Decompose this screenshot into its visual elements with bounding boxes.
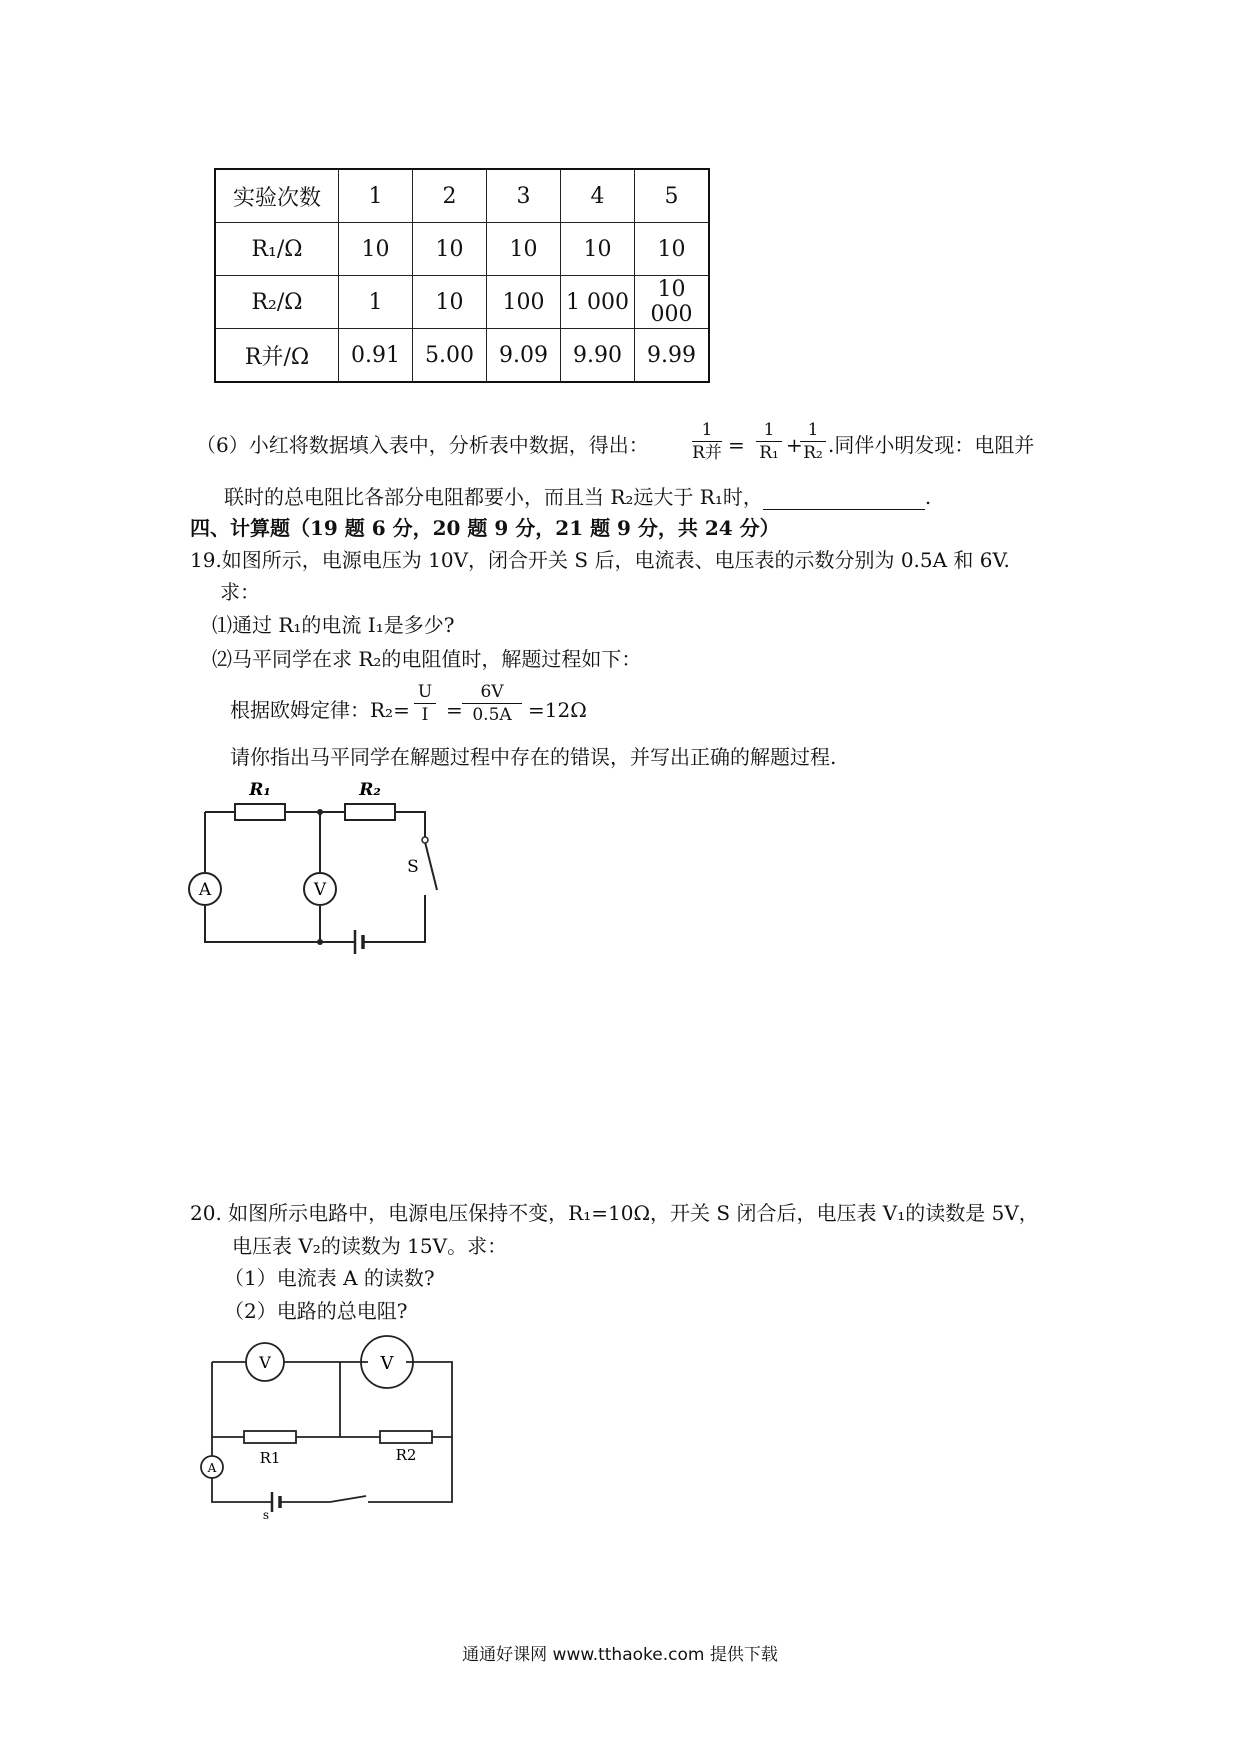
table-row bbox=[215, 223, 709, 276]
row-label: R并/Ω bbox=[215, 329, 339, 383]
q20-line2: 电压表 V₂的读数为 15V。求： bbox=[232, 1234, 508, 1258]
table-row bbox=[215, 329, 709, 383]
q6-prefix: （6）小红将数据填入表中，分析表中数据，得出： bbox=[196, 433, 649, 457]
q19-ohm-eq: = bbox=[446, 698, 463, 722]
q19-line1: 19.如图所示，电源电压为 10V，闭合开关 S 后，电流表、电压表的示数分别为 0.5A 和 6V. bbox=[190, 548, 1010, 572]
section-heading: 四、计算题（19 题 6 分，20 题 9 分，21 题 9 分，共 24 分） bbox=[190, 516, 780, 540]
label-switch: S bbox=[407, 857, 419, 877]
frac-denominator: R₁ bbox=[759, 443, 779, 463]
q20-line1: 20. 如图所示电路中，电源电压保持不变，R₁=10Ω，开关 S 闭合后，电压表 V₁的读数是 5V， bbox=[190, 1201, 1039, 1225]
frac-numerator: 1 bbox=[701, 420, 713, 440]
frac-denominator: I bbox=[421, 705, 429, 725]
experiment-table bbox=[214, 168, 710, 383]
table-header-cell: 3 bbox=[487, 169, 561, 223]
table-header-cell: 4 bbox=[561, 169, 635, 223]
q6-plus: + bbox=[786, 433, 803, 457]
table-row bbox=[215, 276, 709, 329]
label-ammeter: A bbox=[198, 880, 212, 900]
table-cell: 10 bbox=[413, 223, 487, 276]
q19-ohm-result: =12Ω bbox=[528, 698, 587, 722]
label-r1: R₁ bbox=[249, 780, 271, 800]
frac-numerator: 6V bbox=[480, 682, 504, 702]
q19-frac-values bbox=[462, 682, 522, 725]
page-footer: 通通好课网 www.tthaoke.com 提供下载 bbox=[462, 1645, 778, 1665]
table-cell: 5.00 bbox=[413, 329, 487, 383]
table-cell: 10 000 bbox=[635, 276, 710, 329]
label-r2: R₂ bbox=[359, 780, 381, 800]
frac-numerator: U bbox=[417, 682, 433, 702]
resistor-r2 bbox=[380, 1431, 432, 1443]
label-voltmeter: V bbox=[313, 880, 327, 900]
q20-sub2: （2）电路的总电阻? bbox=[224, 1299, 408, 1323]
q19-ohm-prefix: 根据欧姆定律：R₂= bbox=[230, 698, 410, 722]
q19-ask: 请你指出马平同学在解题过程中存在的错误，并写出正确的解题过程. bbox=[230, 745, 837, 769]
table-cell: 9.09 bbox=[487, 329, 561, 383]
q19-sub2: ⑵马平同学在求 R₂的电阻值时，解题过程如下： bbox=[212, 647, 642, 671]
table-header-cell: 1 bbox=[339, 169, 413, 223]
circuit-19-diagram bbox=[185, 770, 445, 970]
label-r1: R1 bbox=[259, 1449, 281, 1467]
table-cell: 1 bbox=[339, 276, 413, 329]
resistor-r2 bbox=[345, 804, 395, 820]
q6-frac-total bbox=[692, 420, 722, 463]
q19-line2: 求： bbox=[220, 580, 260, 604]
switch bbox=[280, 1496, 366, 1502]
table-header-cell: 2 bbox=[413, 169, 487, 223]
label-v1: V bbox=[259, 1353, 271, 1372]
label-ammeter: A bbox=[207, 1461, 217, 1475]
table-cell: 10 bbox=[487, 223, 561, 276]
q20-sub1: （1）电流表 A 的读数? bbox=[224, 1266, 435, 1290]
row-label: R₂/Ω bbox=[215, 276, 339, 329]
q19-sub1: ⑴通过 R₁的电流 I₁是多少? bbox=[212, 613, 455, 637]
q6-line2-text: 联时的总电阻比各部分电阻都要小，而且当 R₂远大于 R₁时， bbox=[224, 485, 763, 509]
resistor-r1 bbox=[235, 804, 285, 820]
q6-equals: = bbox=[728, 433, 745, 457]
frac-numerator: 1 bbox=[763, 420, 775, 440]
q6-line2 bbox=[224, 484, 931, 510]
table-header-cell: 实验次数 bbox=[215, 169, 339, 223]
table-cell: 10 bbox=[561, 223, 635, 276]
table-cell: 9.99 bbox=[635, 329, 710, 383]
frac-denominator: R₂ bbox=[803, 443, 823, 463]
circuit-20-diagram bbox=[190, 1330, 470, 1520]
table-row bbox=[215, 169, 709, 223]
label-r2: R2 bbox=[395, 1446, 417, 1464]
answer-blank[interactable] bbox=[763, 489, 925, 510]
table-cell: 10 bbox=[339, 223, 413, 276]
label-switch: s bbox=[262, 1508, 270, 1520]
table-header-cell: 5 bbox=[635, 169, 710, 223]
q6-frac-r1 bbox=[756, 420, 782, 463]
table-cell: 9.90 bbox=[561, 329, 635, 383]
table-cell: 0.91 bbox=[339, 329, 413, 383]
table-cell: 1 000 bbox=[561, 276, 635, 329]
table-cell: 10 bbox=[413, 276, 487, 329]
table-cell: 10 bbox=[635, 223, 710, 276]
switch bbox=[425, 842, 437, 890]
frac-denominator: 0.5A bbox=[472, 705, 512, 725]
q19-frac-ui bbox=[414, 682, 436, 725]
frac-denominator: R并 bbox=[692, 443, 722, 463]
table-cell: 100 bbox=[487, 276, 561, 329]
q6-end: . bbox=[924, 485, 932, 509]
q6-suffix: .同伴小明发现：电阻并 bbox=[828, 433, 1035, 457]
label-v2: V bbox=[380, 1353, 394, 1374]
resistor-r1 bbox=[244, 1431, 296, 1443]
q6-frac-r2 bbox=[800, 420, 826, 463]
frac-numerator: 1 bbox=[807, 420, 819, 440]
row-label: R₁/Ω bbox=[215, 223, 339, 276]
